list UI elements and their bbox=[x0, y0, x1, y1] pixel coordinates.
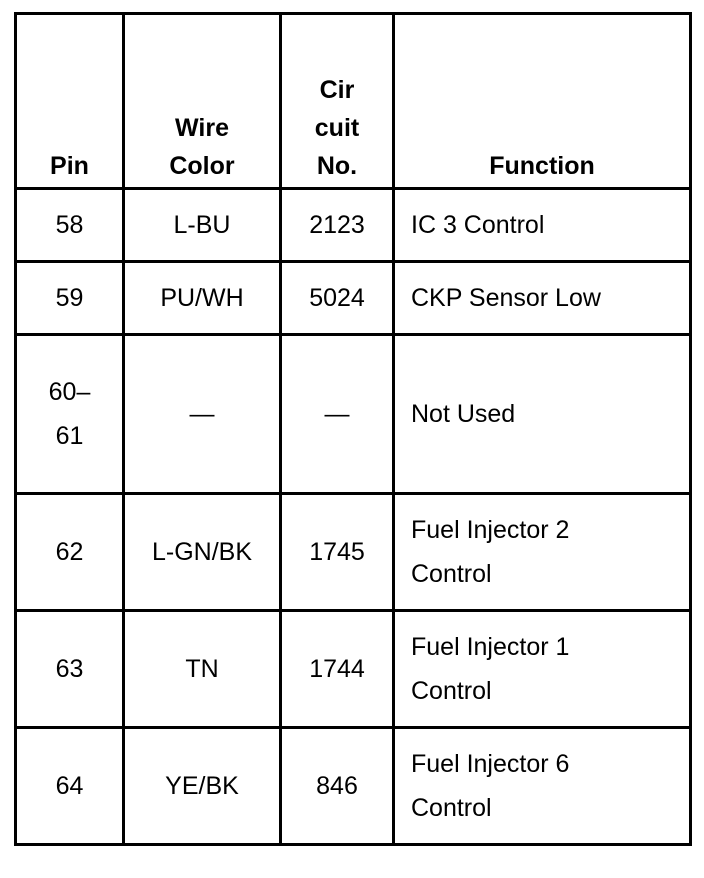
wire-color-cell: TN bbox=[124, 611, 281, 728]
pin-cell: 63 bbox=[16, 611, 124, 728]
wire-color-cell: — bbox=[124, 335, 281, 494]
function-cell: IC 3 Control bbox=[394, 189, 691, 262]
pinout-table bbox=[14, 12, 692, 846]
header-row bbox=[16, 14, 691, 189]
header-function: Function bbox=[394, 14, 691, 189]
wire-color-cell: L-BU bbox=[124, 189, 281, 262]
pin-cell: 58 bbox=[16, 189, 124, 262]
wire-color-cell: L-GN/BK bbox=[124, 494, 281, 611]
function-cell: Fuel Injector 6 Control bbox=[394, 728, 691, 845]
function-cell: Not Used bbox=[394, 335, 691, 494]
function-cell: Fuel Injector 1 Control bbox=[394, 611, 691, 728]
table-row bbox=[16, 189, 691, 262]
table-row bbox=[16, 262, 691, 335]
wire-color-cell: YE/BK bbox=[124, 728, 281, 845]
table-row bbox=[16, 728, 691, 845]
circuit-cell: — bbox=[281, 335, 394, 494]
table-row bbox=[16, 611, 691, 728]
header-pin: Pin bbox=[16, 14, 124, 189]
pin-cell: 64 bbox=[16, 728, 124, 845]
circuit-cell: 1745 bbox=[281, 494, 394, 611]
function-cell: CKP Sensor Low bbox=[394, 262, 691, 335]
circuit-cell: 5024 bbox=[281, 262, 394, 335]
table-row bbox=[16, 335, 691, 494]
wire-color-cell: PU/WH bbox=[124, 262, 281, 335]
circuit-cell: 1744 bbox=[281, 611, 394, 728]
header-wire-color: Wire Color bbox=[124, 14, 281, 189]
pin-cell: 60– 61 bbox=[16, 335, 124, 494]
pin-cell: 59 bbox=[16, 262, 124, 335]
circuit-cell: 2123 bbox=[281, 189, 394, 262]
pin-cell: 62 bbox=[16, 494, 124, 611]
header-circuit-no: Cir cuit No. bbox=[281, 14, 394, 189]
circuit-cell: 846 bbox=[281, 728, 394, 845]
function-cell: Fuel Injector 2 Control bbox=[394, 494, 691, 611]
table-row bbox=[16, 494, 691, 611]
